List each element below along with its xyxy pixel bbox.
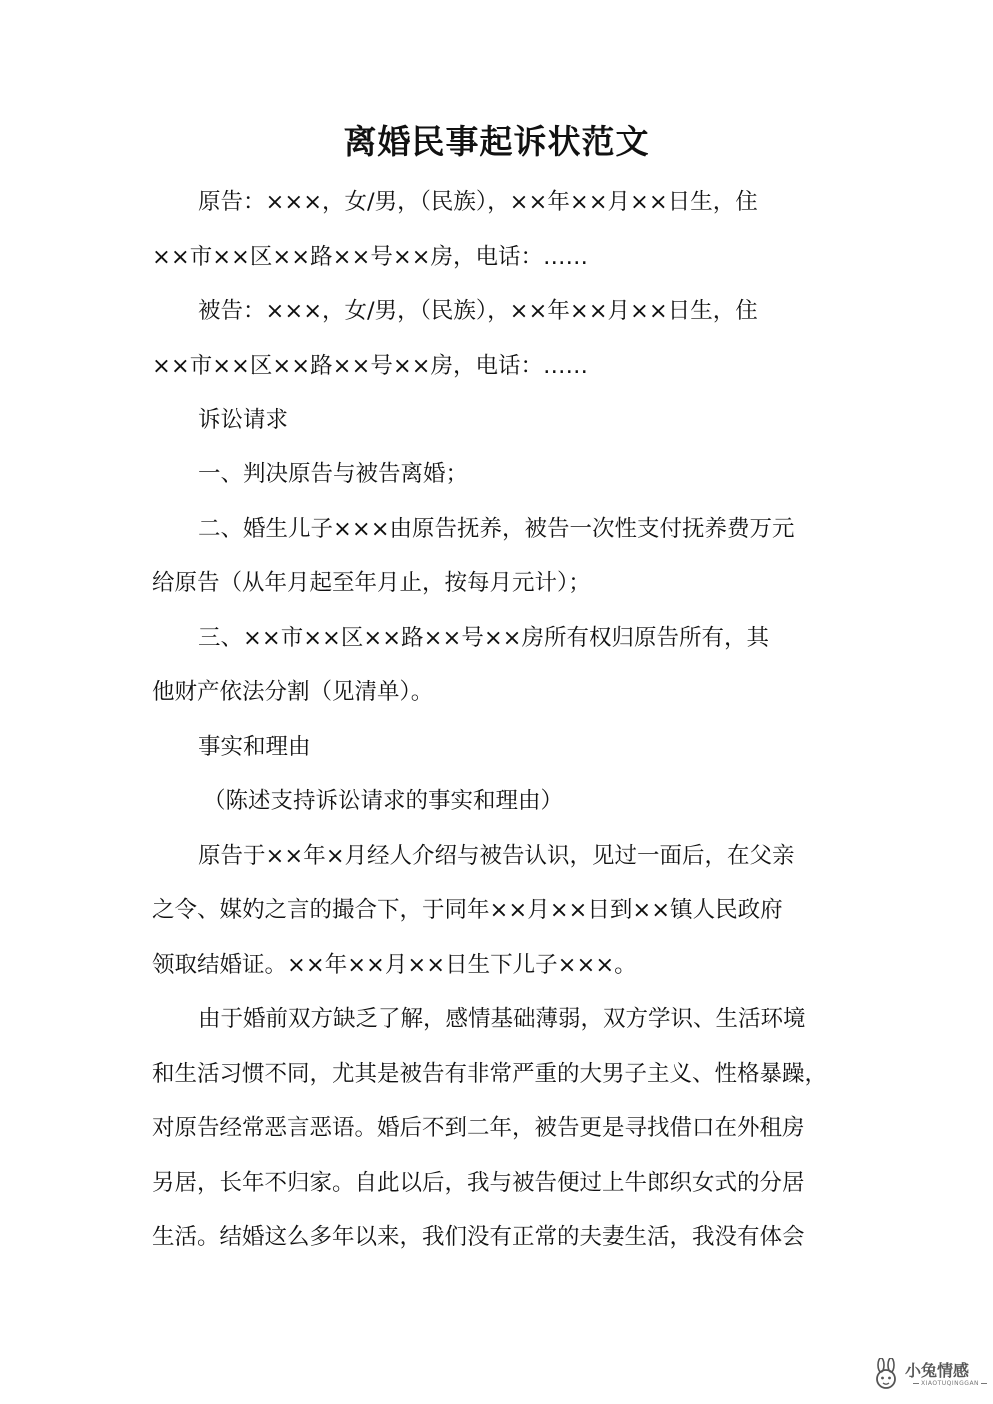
- claim-2-line-2: 给原告（从年月起至年月止，按每月元计）；: [152, 570, 591, 596]
- facts-paragraph-2-line-5: 生活。结婚这么多年以来，我们没有正常的夫妻生活，我没有体会: [152, 1224, 805, 1250]
- facts-paragraph-2-line-2: 和生活习惯不同，尤其是被告有非常严重的大男子主义、性格暴躁，: [152, 1061, 828, 1087]
- plaintiff-line-2: ××市××区××路××号××房，电话：……: [152, 244, 589, 270]
- facts-paragraph-2-line-3: 对原告经常恶言恶语。婚后不到二年，被告更是寻找借口在外租房: [152, 1115, 805, 1141]
- defendant-line-1: 被告：×××，女/男，（民族），××年××月××日生，住: [198, 298, 758, 324]
- defendant-line-2: ××市××区××路××号××房，电话：……: [152, 353, 589, 379]
- facts-paragraph-1-line-1: 原告于××年×月经人介绍与被告认识，见过一面后，在父亲: [198, 843, 795, 869]
- facts-heading: 事实和理由: [198, 734, 311, 760]
- plaintiff-line-1: 原告：×××，女/男，（民族），××年××月××日生，住: [198, 189, 758, 215]
- facts-paragraph-1-line-3: 领取结婚证。××年××月××日生下儿子×××。: [152, 952, 637, 978]
- claim-3-line-1: 三、××市××区××路××号××房所有权归原告所有，其: [198, 625, 770, 651]
- facts-paragraph-1-line-2: 之令、媒妁之言的撮合下，于同年××月××日到××镇人民政府: [152, 897, 783, 923]
- rabbit-logo-icon: [871, 1358, 901, 1392]
- claim-1: 一、判决原告与被告离婚；: [198, 461, 469, 487]
- document-title: 离婚民事起诉状范文: [343, 122, 650, 161]
- claim-3-line-2: 他财产依法分割（见清单）。: [152, 679, 434, 705]
- claims-heading: 诉讼请求: [198, 407, 289, 433]
- watermark-subtitle: XIAOTUQINGGAN: [911, 1380, 989, 1387]
- facts-note: （陈述支持诉讼请求的事实和理由）: [203, 788, 564, 814]
- facts-paragraph-2-line-4: 另居，长年不归家。自此以后，我与被告便过上牛郎织女式的分居: [152, 1170, 805, 1196]
- claim-2-line-1: 二、婚生儿子×××由原告抚养，被告一次性支付抚养费万元: [198, 516, 795, 542]
- facts-paragraph-2-line-1: 由于婚前双方缺乏了解，感情基础薄弱，双方学识、生活环境: [198, 1006, 806, 1032]
- watermark: [871, 1356, 983, 1396]
- watermark-brand: 小兔情感: [905, 1361, 970, 1380]
